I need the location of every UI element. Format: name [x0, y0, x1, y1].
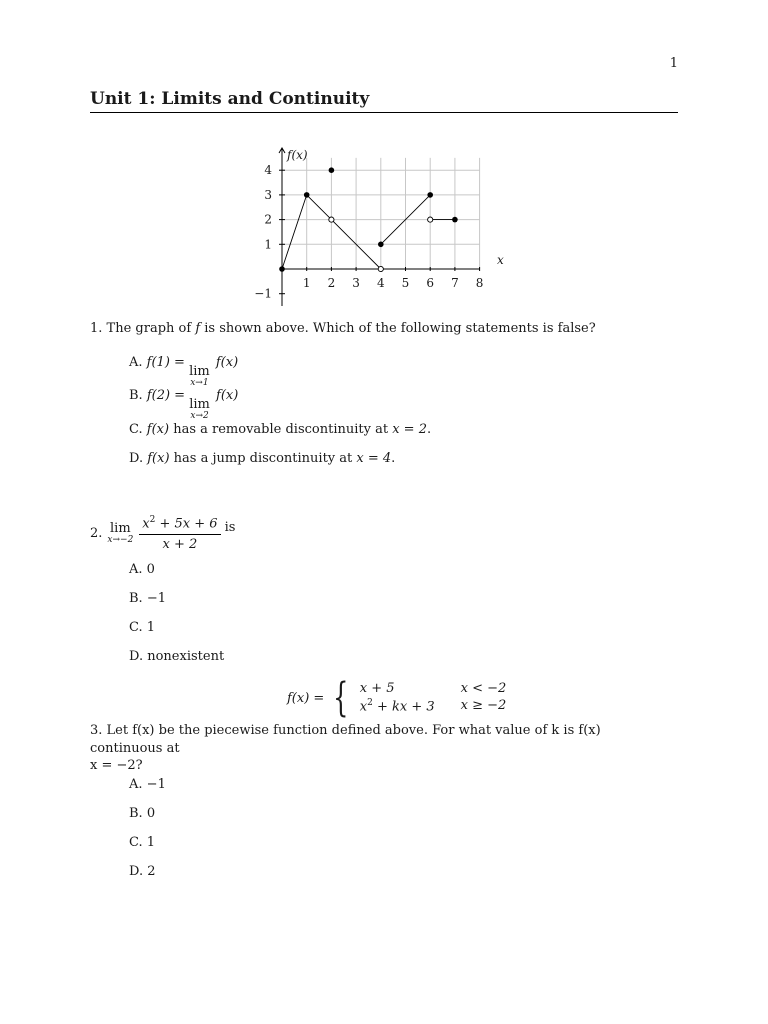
question-3-line-1: 3. Let f(x) be the piecewise function defined above. For what value of k is f(x) continuous at — [90, 723, 601, 756]
q3-option-a[interactable] — [129, 777, 166, 792]
y-axis-label: f(x) — [287, 148, 308, 162]
option-text: 0 — [146, 562, 155, 577]
q1-option-a[interactable] — [129, 355, 238, 388]
option-location: x = 4 — [356, 451, 392, 466]
limit-operator — [107, 522, 133, 545]
option-letter: D. — [129, 864, 144, 879]
option-text: 1 — [146, 835, 156, 850]
question-1-stem-a: The graph of — [106, 321, 196, 336]
option-text: −1 — [146, 777, 166, 792]
graph-segments — [282, 195, 455, 269]
question-2-number: 2. — [90, 525, 103, 541]
closed-point — [279, 266, 285, 272]
q3-option-d[interactable] — [129, 864, 156, 879]
option-letter: C. — [129, 835, 143, 850]
closed-point — [378, 242, 384, 248]
piecewise-cases — [360, 681, 507, 714]
option-location: x = 2 — [392, 422, 427, 437]
option-letter: D. — [129, 649, 144, 664]
option-letter: B. — [129, 591, 143, 606]
case-1-expression: x + 5 — [359, 681, 395, 697]
option-text: 1 — [146, 620, 156, 635]
x-tick-label: 1 — [302, 276, 311, 290]
limit-subscript: x→−2 — [107, 535, 134, 546]
option-letter: C. — [129, 620, 143, 635]
page-title: Unit 1: Limits and Continuity — [90, 89, 678, 113]
x-tick-label: 4 — [376, 276, 385, 290]
q2-option-d[interactable] — [129, 649, 224, 664]
x-tick-label: 7 — [451, 276, 459, 290]
q3-option-b[interactable] — [129, 806, 155, 821]
limit-fraction — [139, 515, 220, 553]
closed-point — [427, 192, 433, 198]
limit-word: lim — [189, 397, 210, 412]
page-number: 1 — [669, 56, 678, 71]
q3-option-c[interactable] — [129, 835, 155, 850]
y-tick-label: −1 — [254, 286, 272, 301]
closed-point — [452, 217, 458, 223]
option-letter: A. — [129, 562, 143, 577]
option-fx: f(x) — [146, 422, 170, 437]
limit-subscript: x→2 — [190, 411, 209, 421]
option-text: 2 — [147, 864, 156, 879]
option-letter: B. — [129, 806, 143, 821]
piecewise-lhs: f(x) = — [287, 690, 325, 706]
fraction-numerator — [139, 515, 220, 535]
y-tick-label: 1 — [264, 237, 272, 252]
limit-operator — [189, 365, 210, 388]
case-2-exponent: 2 — [367, 698, 373, 709]
option-letter: C. — [129, 422, 143, 437]
option-letter: D. — [129, 451, 144, 466]
numerator-rest: + 5x + 6 — [155, 516, 218, 532]
closed-point — [329, 167, 335, 173]
x-tick-label: 2 — [327, 276, 336, 290]
option-text: has a jump discontinuity at — [169, 451, 357, 466]
x-tick-label: 6 — [426, 276, 435, 290]
open-point — [378, 266, 383, 271]
graph-segment — [307, 195, 332, 220]
q2-option-a[interactable] — [129, 562, 155, 577]
function-graph — [250, 140, 530, 315]
limit-subscript: x→1 — [190, 378, 209, 388]
option-fx: f(x) — [147, 451, 170, 466]
option-letter: A. — [129, 355, 143, 370]
y-tick-label: 2 — [264, 212, 272, 227]
option-letter: B. — [129, 388, 143, 403]
limit-word: lim — [110, 521, 131, 537]
option-text: 0 — [146, 806, 156, 821]
option-lhs: f(2) = — [146, 388, 186, 403]
case-2-rest: + kx + 3 — [372, 699, 435, 715]
fraction-denominator: x + 2 — [162, 536, 198, 552]
open-point — [428, 217, 433, 222]
graph-tick-labels — [254, 163, 483, 301]
question-3-line-2: x = −2? — [90, 758, 143, 774]
q2-option-c[interactable] — [129, 620, 155, 635]
option-period: . — [391, 451, 396, 466]
numerator-exponent: 2 — [149, 515, 156, 525]
numerator-base: x — [142, 516, 150, 532]
option-rhs: f(x) — [215, 355, 239, 370]
option-lhs: f(1) = — [146, 355, 185, 370]
graph-segment — [282, 195, 307, 269]
question-2-tail: is — [224, 519, 236, 535]
x-tick-label: 8 — [475, 276, 484, 290]
case-2-base: x — [359, 699, 368, 715]
limit-word: lim — [189, 364, 210, 379]
question-2 — [90, 515, 235, 553]
question-3 — [90, 722, 670, 775]
q2-option-b[interactable] — [129, 591, 166, 606]
option-period: . — [426, 422, 432, 437]
question-1 — [90, 320, 596, 338]
q1-option-d[interactable] — [129, 451, 395, 466]
limit-operator — [189, 398, 210, 421]
x-axis-label: x — [497, 253, 504, 267]
case-1-condition: x < −2 — [460, 681, 507, 697]
graph-grid — [282, 158, 480, 269]
closed-point — [304, 192, 310, 198]
case-2-expression — [360, 698, 435, 714]
question-1-stem-var: f — [195, 321, 201, 336]
piecewise-definition — [287, 675, 507, 721]
x-tick-label: 5 — [401, 276, 410, 290]
option-text: −1 — [146, 591, 166, 606]
option-rhs: f(x) — [216, 388, 239, 403]
option-letter: A. — [129, 777, 143, 792]
open-point — [329, 217, 334, 222]
x-tick-label: 3 — [352, 276, 360, 290]
q1-option-c[interactable] — [129, 422, 431, 437]
left-brace-icon: { — [333, 675, 349, 721]
option-text: has a removable discontinuity at — [169, 422, 393, 437]
case-2-condition: x ≥ −2 — [460, 698, 507, 714]
question-1-stem-b: is shown above. Which of the following statements is false? — [200, 321, 596, 336]
option-text: nonexistent — [147, 649, 225, 664]
y-tick-label: 4 — [264, 163, 272, 178]
y-tick-label: 3 — [264, 187, 272, 202]
question-1-number: 1. — [90, 321, 103, 336]
q1-option-b[interactable] — [129, 388, 238, 421]
